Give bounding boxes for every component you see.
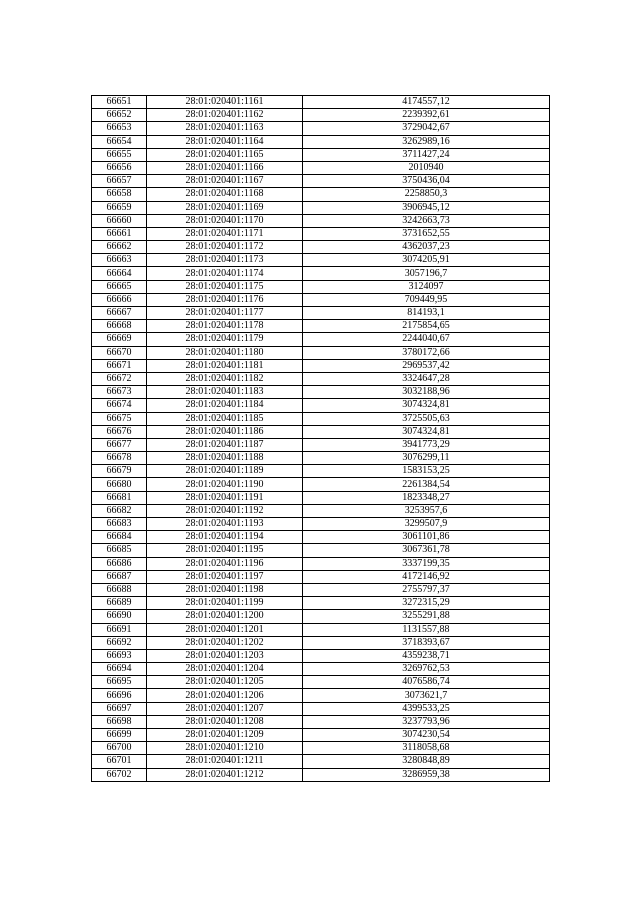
row-number-cell: 66688	[92, 583, 147, 596]
cadastral-value-cell: 3750436,04	[303, 175, 550, 188]
row-number-cell: 66665	[92, 280, 147, 293]
row-number-cell: 66658	[92, 188, 147, 201]
row-number-cell: 66655	[92, 148, 147, 161]
cadastral-value-cell: 3237793,96	[303, 715, 550, 728]
row-number-cell: 66666	[92, 293, 147, 306]
cadastral-value-cell: 4076586,74	[303, 676, 550, 689]
cadastral-value-cell: 3906945,12	[303, 201, 550, 214]
cadastral-value-cell: 3337199,35	[303, 557, 550, 570]
cadastral-number-cell: 28:01:020401:1198	[147, 583, 303, 596]
cadastral-value-cell: 3124097	[303, 280, 550, 293]
row-number-cell: 66656	[92, 161, 147, 174]
row-number-cell: 66677	[92, 438, 147, 451]
row-number-cell: 66674	[92, 399, 147, 412]
cadastral-value-cell: 3067361,78	[303, 544, 550, 557]
row-number-cell: 66663	[92, 254, 147, 267]
row-number-cell: 66693	[92, 649, 147, 662]
table-row	[92, 465, 550, 478]
table-row	[92, 755, 550, 768]
cadastral-number-cell: 28:01:020401:1170	[147, 214, 303, 227]
cadastral-value-cell: 3118058,68	[303, 742, 550, 755]
row-number-cell: 66651	[92, 96, 147, 109]
cadastral-number-cell: 28:01:020401:1204	[147, 663, 303, 676]
cadastral-value-cell: 3074324,81	[303, 399, 550, 412]
cadastral-value-cell: 3253957,6	[303, 504, 550, 517]
table-row	[92, 201, 550, 214]
row-number-cell: 66685	[92, 544, 147, 557]
cadastral-value-cell: 3718393,67	[303, 636, 550, 649]
row-number-cell: 66678	[92, 452, 147, 465]
table-row	[92, 161, 550, 174]
table-row	[92, 676, 550, 689]
row-number-cell: 66654	[92, 135, 147, 148]
cadastral-value-cell: 4359238,71	[303, 649, 550, 662]
table-row	[92, 372, 550, 385]
table-row	[92, 623, 550, 636]
cadastral-value-cell: 3074324,81	[303, 425, 550, 438]
cadastral-number-cell: 28:01:020401:1180	[147, 346, 303, 359]
cadastral-number-cell: 28:01:020401:1164	[147, 135, 303, 148]
row-number-cell: 66697	[92, 702, 147, 715]
row-number-cell: 66699	[92, 729, 147, 742]
cadastral-value-cell: 4362037,23	[303, 241, 550, 254]
table-body	[92, 96, 550, 782]
cadastral-number-cell: 28:01:020401:1189	[147, 465, 303, 478]
row-number-cell: 66702	[92, 768, 147, 781]
row-number-cell: 66691	[92, 623, 147, 636]
cadastral-number-cell: 28:01:020401:1162	[147, 109, 303, 122]
cadastral-number-cell: 28:01:020401:1194	[147, 531, 303, 544]
table-row	[92, 241, 550, 254]
cadastral-number-cell: 28:01:020401:1184	[147, 399, 303, 412]
cadastral-number-cell: 28:01:020401:1199	[147, 597, 303, 610]
cadastral-number-cell: 28:01:020401:1179	[147, 333, 303, 346]
cadastral-number-cell: 28:01:020401:1192	[147, 504, 303, 517]
table-row	[92, 109, 550, 122]
cadastral-number-cell: 28:01:020401:1209	[147, 729, 303, 742]
cadastral-number-cell: 28:01:020401:1166	[147, 161, 303, 174]
cadastral-value-cell: 3272315,29	[303, 597, 550, 610]
row-number-cell: 66664	[92, 267, 147, 280]
table-row	[92, 597, 550, 610]
table-row	[92, 188, 550, 201]
cadastral-value-cell: 3286959,38	[303, 768, 550, 781]
table-row	[92, 227, 550, 240]
cadastral-value-table	[91, 95, 550, 782]
row-number-cell: 66653	[92, 122, 147, 135]
row-number-cell: 66695	[92, 676, 147, 689]
cadastral-number-cell: 28:01:020401:1190	[147, 478, 303, 491]
cadastral-value-cell: 3242663,73	[303, 214, 550, 227]
table-row	[92, 689, 550, 702]
cadastral-value-cell: 2010940	[303, 161, 550, 174]
table-row	[92, 557, 550, 570]
cadastral-value-cell: 1823348,27	[303, 491, 550, 504]
cadastral-number-cell: 28:01:020401:1165	[147, 148, 303, 161]
table-row	[92, 452, 550, 465]
table-row	[92, 333, 550, 346]
cadastral-number-cell: 28:01:020401:1193	[147, 518, 303, 531]
table-row	[92, 504, 550, 517]
cadastral-number-cell: 28:01:020401:1205	[147, 676, 303, 689]
cadastral-value-cell: 3074230,54	[303, 729, 550, 742]
row-number-cell: 66689	[92, 597, 147, 610]
cadastral-number-cell: 28:01:020401:1175	[147, 280, 303, 293]
table-row	[92, 175, 550, 188]
row-number-cell: 66686	[92, 557, 147, 570]
row-number-cell: 66679	[92, 465, 147, 478]
table-row	[92, 96, 550, 109]
cadastral-value-cell: 3255291,88	[303, 610, 550, 623]
row-number-cell: 66673	[92, 386, 147, 399]
cadastral-number-cell: 28:01:020401:1183	[147, 386, 303, 399]
cadastral-value-cell: 4399533,25	[303, 702, 550, 715]
table-row	[92, 148, 550, 161]
cadastral-number-cell: 28:01:020401:1181	[147, 359, 303, 372]
cadastral-number-cell: 28:01:020401:1182	[147, 372, 303, 385]
row-number-cell: 66683	[92, 518, 147, 531]
row-number-cell: 66661	[92, 227, 147, 240]
row-number-cell: 66668	[92, 320, 147, 333]
cadastral-number-cell: 28:01:020401:1161	[147, 96, 303, 109]
cadastral-value-cell: 2244040,67	[303, 333, 550, 346]
row-number-cell: 66660	[92, 214, 147, 227]
cadastral-number-cell: 28:01:020401:1173	[147, 254, 303, 267]
cadastral-number-cell: 28:01:020401:1191	[147, 491, 303, 504]
table-row	[92, 438, 550, 451]
table-row	[92, 293, 550, 306]
cadastral-value-cell: 709449,95	[303, 293, 550, 306]
row-number-cell: 66682	[92, 504, 147, 517]
row-number-cell: 66676	[92, 425, 147, 438]
cadastral-value-cell: 2261384,54	[303, 478, 550, 491]
cadastral-value-cell: 3729042,67	[303, 122, 550, 135]
cadastral-number-cell: 28:01:020401:1195	[147, 544, 303, 557]
cadastral-number-cell: 28:01:020401:1177	[147, 307, 303, 320]
cadastral-number-cell: 28:01:020401:1196	[147, 557, 303, 570]
cadastral-number-cell: 28:01:020401:1207	[147, 702, 303, 715]
cadastral-number-cell: 28:01:020401:1208	[147, 715, 303, 728]
table-row	[92, 636, 550, 649]
table-row	[92, 425, 550, 438]
cadastral-value-cell: 3731652,55	[303, 227, 550, 240]
table-row	[92, 715, 550, 728]
cadastral-value-cell: 3269762,53	[303, 663, 550, 676]
row-number-cell: 66672	[92, 372, 147, 385]
table-row	[92, 307, 550, 320]
cadastral-value-cell: 2175854,65	[303, 320, 550, 333]
row-number-cell: 66687	[92, 570, 147, 583]
cadastral-value-cell: 2239392,61	[303, 109, 550, 122]
cadastral-value-cell: 3941773,29	[303, 438, 550, 451]
cadastral-number-cell: 28:01:020401:1174	[147, 267, 303, 280]
cadastral-number-cell: 28:01:020401:1197	[147, 570, 303, 583]
row-number-cell: 66662	[92, 241, 147, 254]
table-row	[92, 399, 550, 412]
cadastral-number-cell: 28:01:020401:1210	[147, 742, 303, 755]
row-number-cell: 66671	[92, 359, 147, 372]
table-row	[92, 649, 550, 662]
table-row	[92, 531, 550, 544]
row-number-cell: 66694	[92, 663, 147, 676]
cadastral-value-cell: 2969537,42	[303, 359, 550, 372]
table-row	[92, 254, 550, 267]
cadastral-number-cell: 28:01:020401:1211	[147, 755, 303, 768]
cadastral-number-cell: 28:01:020401:1171	[147, 227, 303, 240]
row-number-cell: 66684	[92, 531, 147, 544]
table-row	[92, 491, 550, 504]
row-number-cell: 66698	[92, 715, 147, 728]
cadastral-value-cell: 2755797,37	[303, 583, 550, 596]
cadastral-value-cell: 4174557,12	[303, 96, 550, 109]
cadastral-value-cell: 1583153,25	[303, 465, 550, 478]
table-row	[92, 702, 550, 715]
cadastral-number-cell: 28:01:020401:1202	[147, 636, 303, 649]
cadastral-value-cell: 3061101,86	[303, 531, 550, 544]
cadastral-value-cell: 3299507,9	[303, 518, 550, 531]
row-number-cell: 66659	[92, 201, 147, 214]
cadastral-value-cell: 3324647,28	[303, 372, 550, 385]
row-number-cell: 66667	[92, 307, 147, 320]
table-row	[92, 214, 550, 227]
table-row	[92, 768, 550, 781]
table-row	[92, 478, 550, 491]
cadastral-number-cell: 28:01:020401:1186	[147, 425, 303, 438]
cadastral-value-cell: 4172146,92	[303, 570, 550, 583]
cadastral-number-cell: 28:01:020401:1176	[147, 293, 303, 306]
row-number-cell: 66690	[92, 610, 147, 623]
table-row	[92, 267, 550, 280]
cadastral-number-cell: 28:01:020401:1200	[147, 610, 303, 623]
cadastral-value-cell: 3073621,7	[303, 689, 550, 702]
table-row	[92, 359, 550, 372]
table-row	[92, 518, 550, 531]
row-number-cell: 66701	[92, 755, 147, 768]
cadastral-value-cell: 3780172,66	[303, 346, 550, 359]
row-number-cell: 66675	[92, 412, 147, 425]
cadastral-value-cell: 3074205,91	[303, 254, 550, 267]
table-row	[92, 346, 550, 359]
table-row	[92, 570, 550, 583]
cadastral-number-cell: 28:01:020401:1187	[147, 438, 303, 451]
table-row	[92, 544, 550, 557]
cadastral-number-cell: 28:01:020401:1178	[147, 320, 303, 333]
table-row	[92, 742, 550, 755]
row-number-cell: 66670	[92, 346, 147, 359]
cadastral-number-cell: 28:01:020401:1169	[147, 201, 303, 214]
table-row	[92, 412, 550, 425]
table-row	[92, 386, 550, 399]
row-number-cell: 66692	[92, 636, 147, 649]
cadastral-number-cell: 28:01:020401:1212	[147, 768, 303, 781]
cadastral-value-cell: 3032188,96	[303, 386, 550, 399]
table-row	[92, 320, 550, 333]
table-row	[92, 122, 550, 135]
cadastral-value-cell: 3262989,16	[303, 135, 550, 148]
cadastral-number-cell: 28:01:020401:1201	[147, 623, 303, 636]
row-number-cell: 66657	[92, 175, 147, 188]
cadastral-value-cell: 3280848,89	[303, 755, 550, 768]
cadastral-number-cell: 28:01:020401:1163	[147, 122, 303, 135]
cadastral-value-cell: 3057196,7	[303, 267, 550, 280]
table-row	[92, 583, 550, 596]
cadastral-number-cell: 28:01:020401:1167	[147, 175, 303, 188]
cadastral-value-cell: 3711427,24	[303, 148, 550, 161]
row-number-cell: 66652	[92, 109, 147, 122]
row-number-cell: 66681	[92, 491, 147, 504]
cadastral-number-cell: 28:01:020401:1203	[147, 649, 303, 662]
cadastral-value-cell: 814193,1	[303, 307, 550, 320]
table-row	[92, 663, 550, 676]
cadastral-number-cell: 28:01:020401:1168	[147, 188, 303, 201]
cadastral-number-cell: 28:01:020401:1206	[147, 689, 303, 702]
cadastral-value-cell: 3725505,63	[303, 412, 550, 425]
row-number-cell: 66680	[92, 478, 147, 491]
cadastral-value-cell: 2258850,3	[303, 188, 550, 201]
cadastral-number-cell: 28:01:020401:1172	[147, 241, 303, 254]
row-number-cell: 66669	[92, 333, 147, 346]
table-row	[92, 610, 550, 623]
table-row	[92, 135, 550, 148]
cadastral-number-cell: 28:01:020401:1188	[147, 452, 303, 465]
table-row	[92, 729, 550, 742]
cadastral-value-cell: 3076299,11	[303, 452, 550, 465]
row-number-cell: 66700	[92, 742, 147, 755]
cadastral-value-cell: 1131557,88	[303, 623, 550, 636]
table-row	[92, 280, 550, 293]
row-number-cell: 66696	[92, 689, 147, 702]
cadastral-number-cell: 28:01:020401:1185	[147, 412, 303, 425]
